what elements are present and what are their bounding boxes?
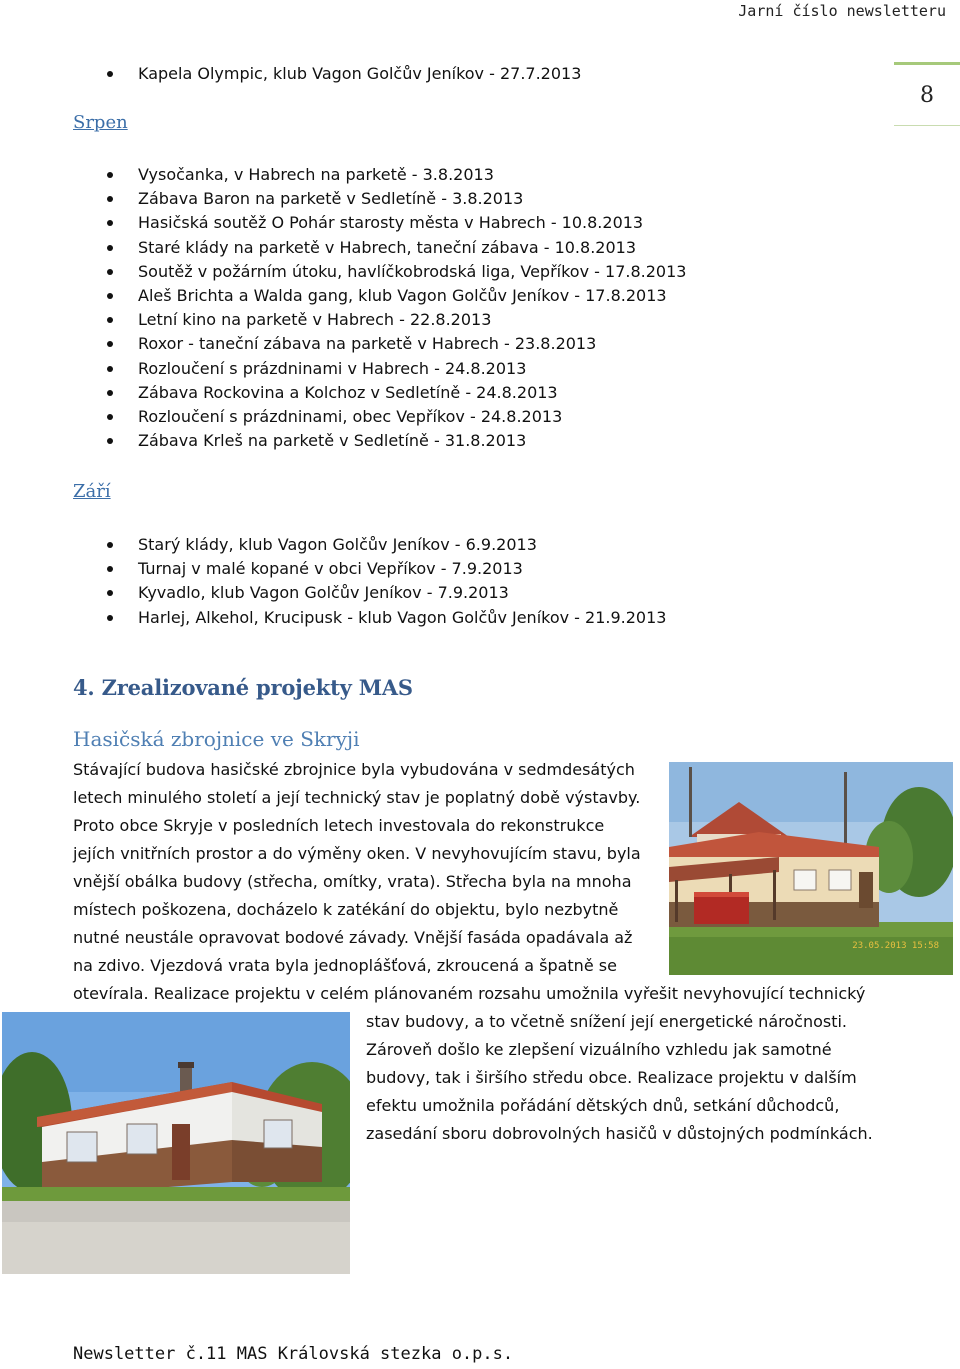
photo-timestamp: 23.05.2013 15:58: [852, 941, 939, 951]
month-heading-september: Září: [73, 481, 111, 502]
newsletter-header-title: Jarní číslo newsletteru: [738, 2, 946, 20]
paragraph-line: efektu umožnila pořádání dětských dnů, setkání důchodců,: [366, 1096, 840, 1115]
paragraph-line: stav budovy, a to včetně snížení její energetické náročnosti.: [366, 1012, 848, 1031]
july-event-list: [73, 62, 581, 86]
event-item: Letní kino na parketě v Habrech - 22.8.2013: [73, 308, 686, 332]
event-item: Rozloučení s prázdninami, obec Vepříkov - 24.8.2013: [73, 405, 686, 429]
paragraph-line: Proto obce Skryje v posledních letech investovala do rekonstrukce: [73, 816, 605, 835]
paragraph-line: vnější obálka budovy (střecha, omítky, vrata). Střecha byla na mnoha: [73, 872, 632, 891]
event-item: Hasičská soutěž O Pohár starosty města v Habrech - 10.8.2013: [73, 211, 686, 235]
event-item: Harlej, Alkehol, Krucipusk - klub Vagon Golčův Jeníkov - 21.9.2013: [73, 606, 666, 630]
fire-station-photo-1: [669, 762, 953, 975]
event-item: Zábava Rockovina a Kolchoz v Sedletíně - 24.8.2013: [73, 381, 686, 405]
event-item: Soutěž v požárním útoku, havlíčkobrodská liga, Vepříkov - 17.8.2013: [73, 260, 686, 284]
event-item: Roxor - taneční zábava na parketě v Habrech - 23.8.2013: [73, 332, 686, 356]
event-item: Starý klády, klub Vagon Golčův Jeníkov - 6.9.2013: [73, 533, 666, 557]
fire-station-photo-2: [2, 1012, 350, 1274]
september-event-list: [73, 533, 666, 630]
section-heading: 4. Zrealizované projekty MAS: [73, 675, 413, 700]
event-item: Aleš Brichta a Walda gang, klub Vagon Golčův Jeníkov - 17.8.2013: [73, 284, 686, 308]
paragraph-line: zasedání sboru dobrovolných hasičů v důstojných podmínkách.: [366, 1124, 873, 1143]
paragraph-line: jejích vnitřních prostor a do výměny oken. V nevyhovujícím stavu, byla: [73, 844, 641, 863]
section-subheading: Hasičská zbrojnice ve Skryji: [73, 727, 360, 751]
paragraph-line: místech poškozena, docházelo k zatékání do objektu, bylo nezbytně: [73, 900, 619, 919]
event-item: Kyvadlo, klub Vagon Golčův Jeníkov - 7.9.2013: [73, 581, 666, 605]
event-item: Vysočanka, v Habrech na parketě - 3.8.2013: [73, 163, 686, 187]
page-number-box: [894, 62, 960, 126]
month-heading-august: Srpen: [73, 112, 128, 133]
august-event-list: [73, 163, 686, 453]
event-item: Zábava Baron na parketě v Sedletíně - 3.8.2013: [73, 187, 686, 211]
paragraph-line: Stávající budova hasičské zbrojnice byla vybudována v sedmdesátých: [73, 760, 635, 779]
event-item: Zábava Krleš na parketě v Sedletíně - 31.8.2013: [73, 429, 686, 453]
newsletter-footer: Newsletter č.11 MAS Královská stezka o.p.s.: [73, 1344, 514, 1364]
paragraph-line: na zdivo. Vjezdová vrata byla jednoplášťová, zkroucená a špatně se: [73, 956, 617, 975]
paragraph-line: letech minulého století a její technický stav je poplatný době výstavby.: [73, 788, 641, 807]
page-number: 8: [920, 83, 934, 108]
paragraph-line: otevírala. Realizace projektu v celém plánovaném rozsahu umožnila vyřešit nevyhovující technický: [73, 984, 866, 1003]
event-item: Kapela Olympic, klub Vagon Golčův Jeníkov - 27.7.2013: [73, 62, 581, 86]
event-item: Staré klády na parketě v Habrech, taneční zábava - 10.8.2013: [73, 236, 686, 260]
event-item: Rozloučení s prázdninami v Habrech - 24.8.2013: [73, 357, 686, 381]
paragraph-line: budovy, tak i širšího středu obce. Realizace projektu v dalším: [366, 1068, 857, 1087]
paragraph-line: Zároveň došlo ke zlepšení vizuálního vzhledu jak samotné: [366, 1040, 832, 1059]
article-paragraph-2: [366, 1008, 873, 1148]
event-item: Turnaj v malé kopané v obci Vepříkov - 7.9.2013: [73, 557, 666, 581]
paragraph-line: nutné neustále opravovat bodové závady. Vnější fasáda opadávala až: [73, 928, 633, 947]
